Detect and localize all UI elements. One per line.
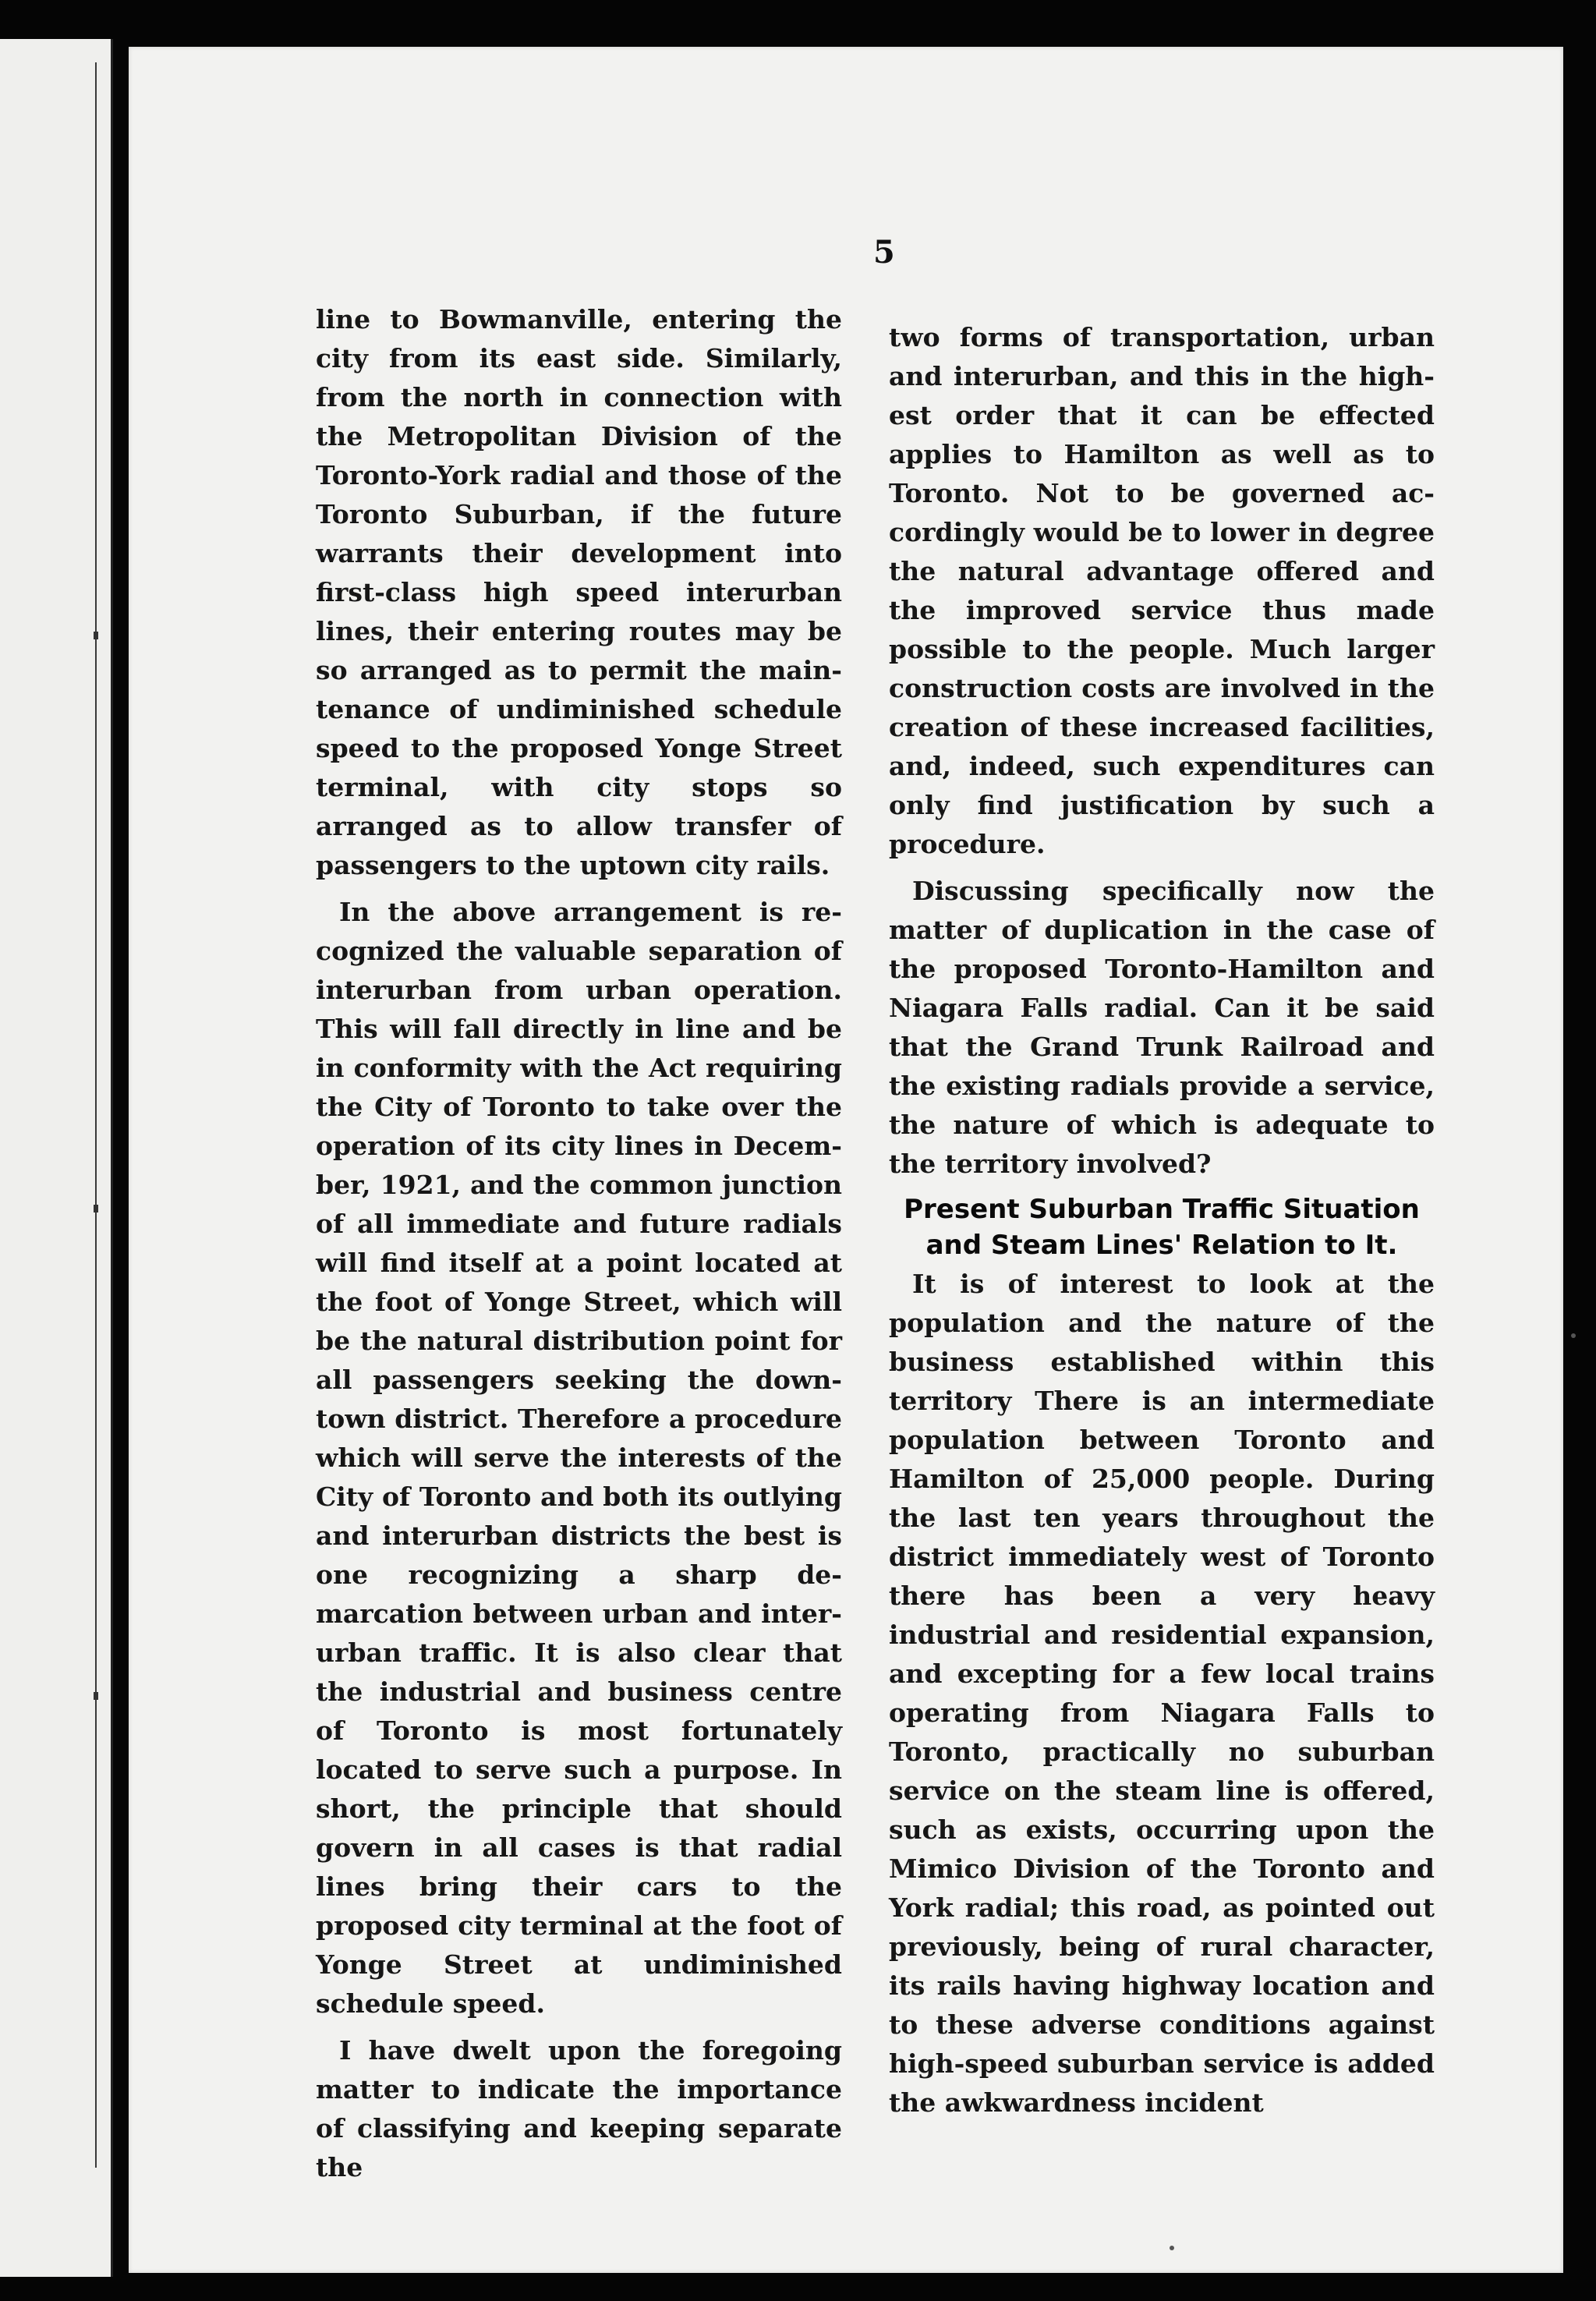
section-heading-line: Present Suburban Traffic Situation bbox=[904, 1194, 1420, 1225]
paragraph: I have dwelt upon the foregoing matter to indicate the importance of classifying and keeping separate the bbox=[316, 2035, 842, 2182]
paragraph: line to Bowmanville, entering the city from its east side. Similarly, from the north in connection with the Metropolitan Division of the Toronto-York radial and those of the Toronto Suburban, if the future warrants their development into first-class high speed interurban lines, their entering routes may be so arranged as to permit the maintenance of undiminished schedule speed to the proposed Yonge Street terminal, with city stops so arranged as to allow transfer of passengers to the uptown city rails. bbox=[316, 304, 842, 880]
section-heading-line: and Steam Lines' Relation to It. bbox=[925, 1230, 1398, 1261]
page-fold-line bbox=[95, 62, 97, 2168]
margin-mark bbox=[94, 1205, 98, 1212]
right-text-column bbox=[889, 318, 1435, 2130]
scan-speck bbox=[1571, 1333, 1576, 1338]
paragraph: Discussing specifically now the matter of duplication in the case of the proposed Toronto-Hamilton and Niagara Falls radial. Can it be said that the Grand Trunk Railroad and the existing radials provide a service, the nature of which is adequate to the territory involved? bbox=[889, 876, 1435, 1179]
margin-mark bbox=[94, 1692, 98, 1700]
page-number: 5 bbox=[873, 234, 895, 271]
paragraph: It is of interest to look at the population and the nature of the business established within this territory There is an intermediate population between Toronto and Hamilton of 25,000 people. During the last ten years throughout the district immediately west of Toronto there has been a very heavy industrial and residential expansion, and excepting for a few local trains operating from Niagara Falls to Toronto, practically no suburban service on the steam line is offered, such as exists, occurring upon the Mimico Division of the Toronto and York radial; this road, as pointed out previously, being of rural character, its rails having highway location and to these adverse conditions against high-speed suburban service is added the awkwardness incident bbox=[889, 1269, 1435, 2118]
margin-mark bbox=[94, 632, 98, 639]
scan-speck bbox=[1170, 2246, 1174, 2250]
left-text-column bbox=[316, 300, 842, 2195]
paragraph: In the above arrangement is recognized the valuable separation of interurban from urban operation. This will fall directly in line and be in conformity with the Act requiring the City of Toronto to take over the operation of its city lines in December, 1921, and the common junction of all immediate and future radials will find itself at a point located at the foot of Yonge Street, which will be the natural distribution point for all passengers seeking the downtown district. Therefore a procedure which will serve the interests of the City of Toronto and both its outlying and interurban districts the best is one recognizing a sharp demarcation between urban and interurban traffic. It is also clear that the industrial and business centre of Toronto is most fortunately located to serve such a purpose. In short, the principle that should govern in all cases is that radial lines bring their cars to the proposed city terminal at the foot of Yonge Street at undiminished schedule speed. bbox=[316, 897, 842, 2019]
adjacent-page-edge bbox=[0, 39, 113, 2277]
paragraph: two forms of transportation, urban and interurban, and this in the highest order that it can be effected applies to Hamilton as well as to Toronto. Not to be governed accordingly would be to lower in degree the natural advantage offered and the improved service thus made possible to the people. Much larger construction costs are involved in the creation of these increased facilities, and, indeed, such expenditures can only find justification by such a procedure. bbox=[889, 322, 1435, 859]
section-heading bbox=[889, 1191, 1435, 1263]
